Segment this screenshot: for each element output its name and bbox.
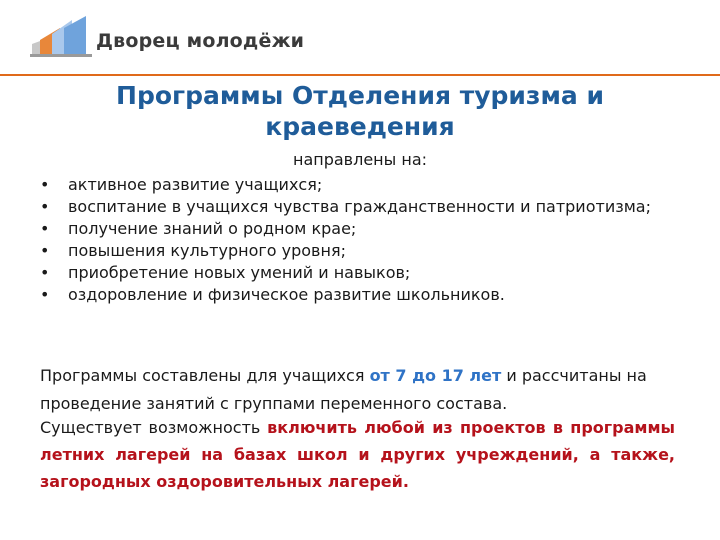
- bullet-icon: •: [40, 175, 50, 194]
- logo-icon: [30, 14, 94, 58]
- camps-highlight: включить любой из проектов в программы летних лагерей на базах школ и других учреждений, а также, загородных оздоровительных лагерей.: [40, 418, 676, 491]
- list-item: • активное развитие учащихся;: [40, 175, 323, 194]
- header: [0, 0, 720, 74]
- list-item: • воспитание в учащихся чувства гражданственности и патриотизма;: [40, 197, 651, 216]
- age-highlight: от 7 до 17 лет: [369, 366, 502, 385]
- goals-list: [40, 174, 670, 306]
- header-divider: [0, 74, 720, 76]
- list-item: • повышения культурного уровня;: [40, 241, 346, 260]
- subtitle: направлены на:: [292, 150, 428, 169]
- list-item: • получение знаний о родном крае;: [40, 219, 357, 238]
- list-item: • оздоровление и физическое развитие школьников.: [40, 285, 505, 304]
- bullet-icon: •: [40, 219, 50, 238]
- camps-paragraph: Существует возможность включить любой из проектов в программы летних лагерей на базах школ и других учреждений, а также, загородных оздоровительных лагерей.: [40, 418, 676, 491]
- list-item: • приобретение новых умений и навыков;: [40, 263, 411, 282]
- logo-text: Дворец молодёжи: [96, 30, 305, 52]
- bullet-icon: •: [40, 263, 50, 282]
- age-paragraph: Программы составлены для учащихся от 7 до 17 лет и рассчитаны на проведение занятий с группами переменного состава.: [40, 366, 647, 413]
- bullet-icon: •: [40, 197, 50, 216]
- bullet-icon: •: [40, 285, 50, 304]
- bullet-icon: •: [40, 241, 50, 260]
- page-title: Программы Отделения туризма и краеведения: [116, 81, 604, 141]
